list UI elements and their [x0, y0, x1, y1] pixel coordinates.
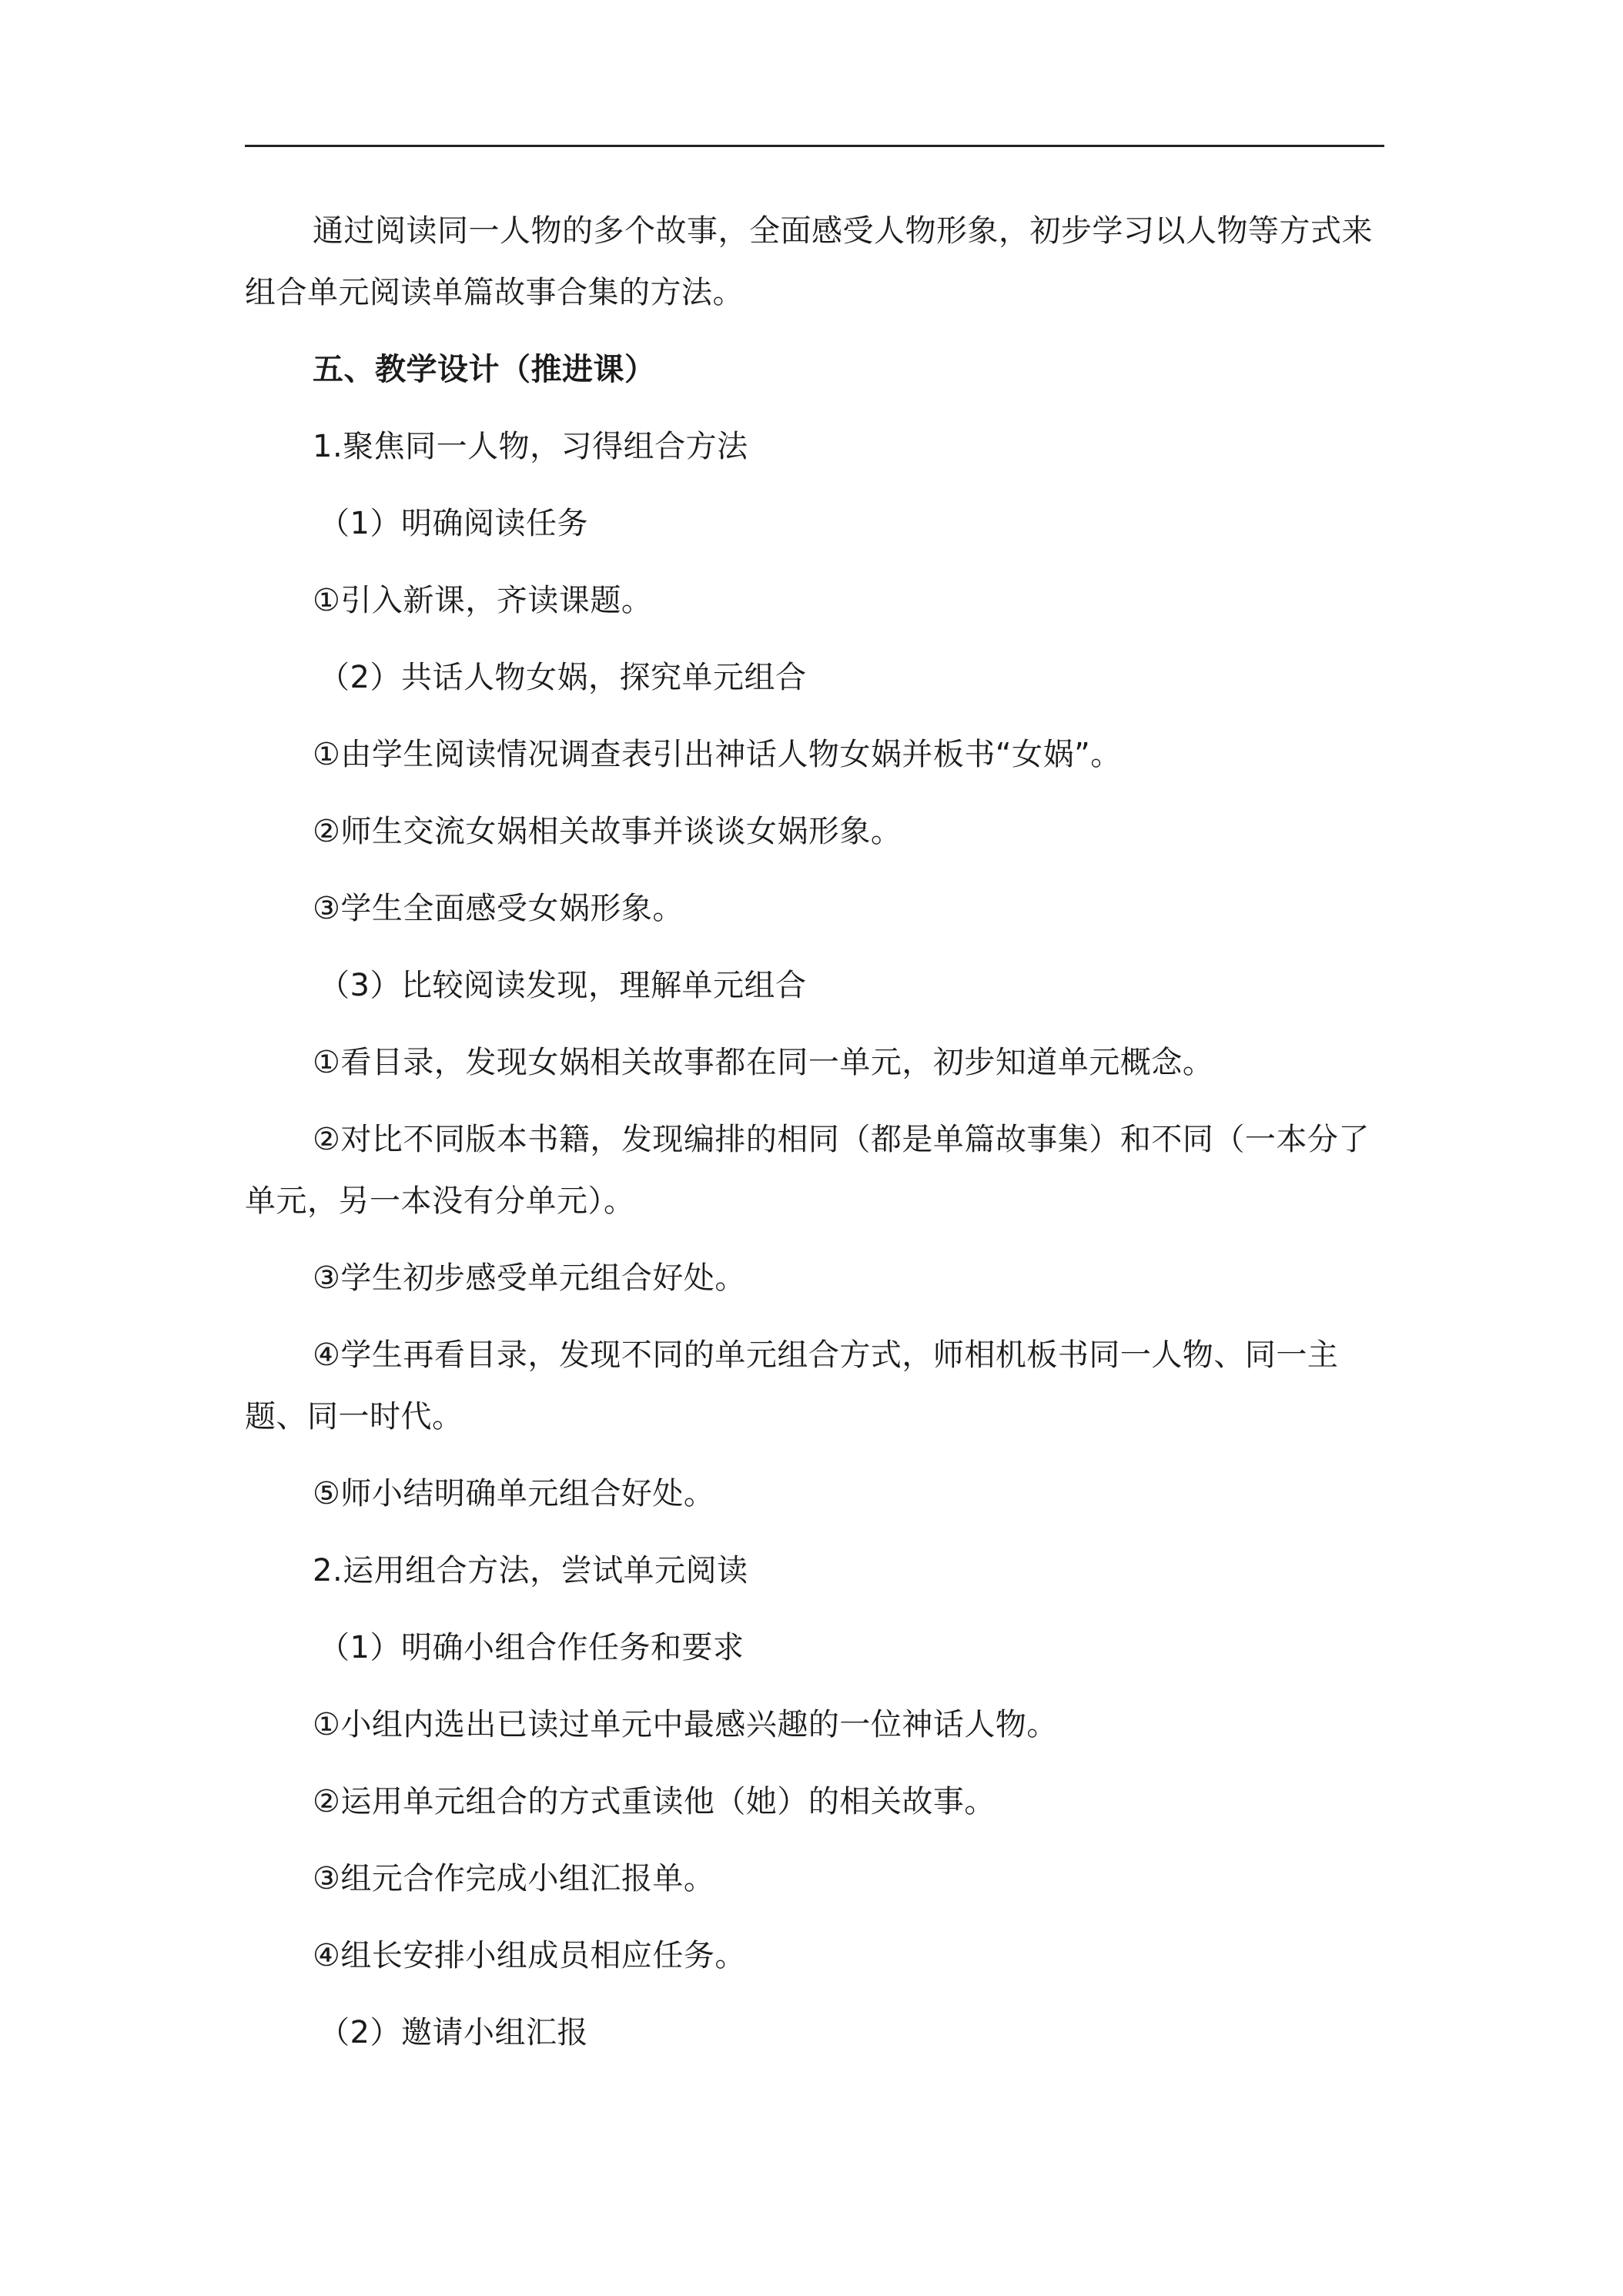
list-item: ③组元合作完成小组汇报单。 [313, 1861, 715, 1896]
section-heading: 五、教学设计（推进课） [313, 352, 656, 387]
list-item: ②对比不同版本书籍，发现编排的相同（都是单篇故事集）和不同（一本分了单元，另一本没有分单元）。 [245, 1122, 1370, 1219]
paragraph-intro: 通过阅读同一人物的多个故事，全面感受人物形象，初步学习以人物等方式来组合单元阅读单篇故事合集的方法。 [245, 213, 1373, 310]
substep-heading: （3）比较阅读发现，理解单元组合 [319, 968, 807, 1003]
substep-heading: （1）明确阅读任务 [319, 506, 588, 541]
list-item: ①引入新课，齐读课题。 [313, 583, 653, 618]
list-item: ①小组内选出已读过单元中最感兴趣的一位神话人物。 [313, 1707, 1058, 1742]
substep-heading: （1）明确小组合作任务和要求 [319, 1630, 745, 1665]
list-item: ③学生初步感受单元组合好处。 [313, 1260, 746, 1296]
step-heading: 1.聚焦同一人物，习得组合方法 [313, 429, 748, 464]
list-item: ④组长安排小组成员相应任务。 [313, 1938, 746, 1973]
list-item: ①看目录，发现女娲相关故事都在同一单元，初步知道单元概念。 [313, 1045, 1214, 1080]
list-item: ①由学生阅读情况调查表引出神话人物女娲并板书“女娲”。 [313, 737, 1122, 772]
list-item: ②运用单元组合的方式重读他（她）的相关故事。 [313, 1784, 996, 1819]
list-item: ③学生全面感受女娲形象。 [313, 891, 684, 926]
header-rule [245, 145, 1384, 147]
list-item: ④学生再看目录，发现不同的单元组合方式，师相机板书同一人物、同一主题、同一时代。 [245, 1337, 1339, 1434]
step-heading: 2.运用组合方法，尝试单元阅读 [313, 1553, 748, 1588]
substep-heading: （2）共话人物女娲，探究单元组合 [319, 660, 807, 695]
list-item: ⑤师小结明确单元组合好处。 [313, 1476, 715, 1511]
list-item: ②师生交流女娲相关故事并谈谈女娲形象。 [313, 814, 902, 849]
substep-heading: （2）邀请小组汇报 [319, 2015, 588, 2050]
document-body [245, 200, 1384, 2079]
